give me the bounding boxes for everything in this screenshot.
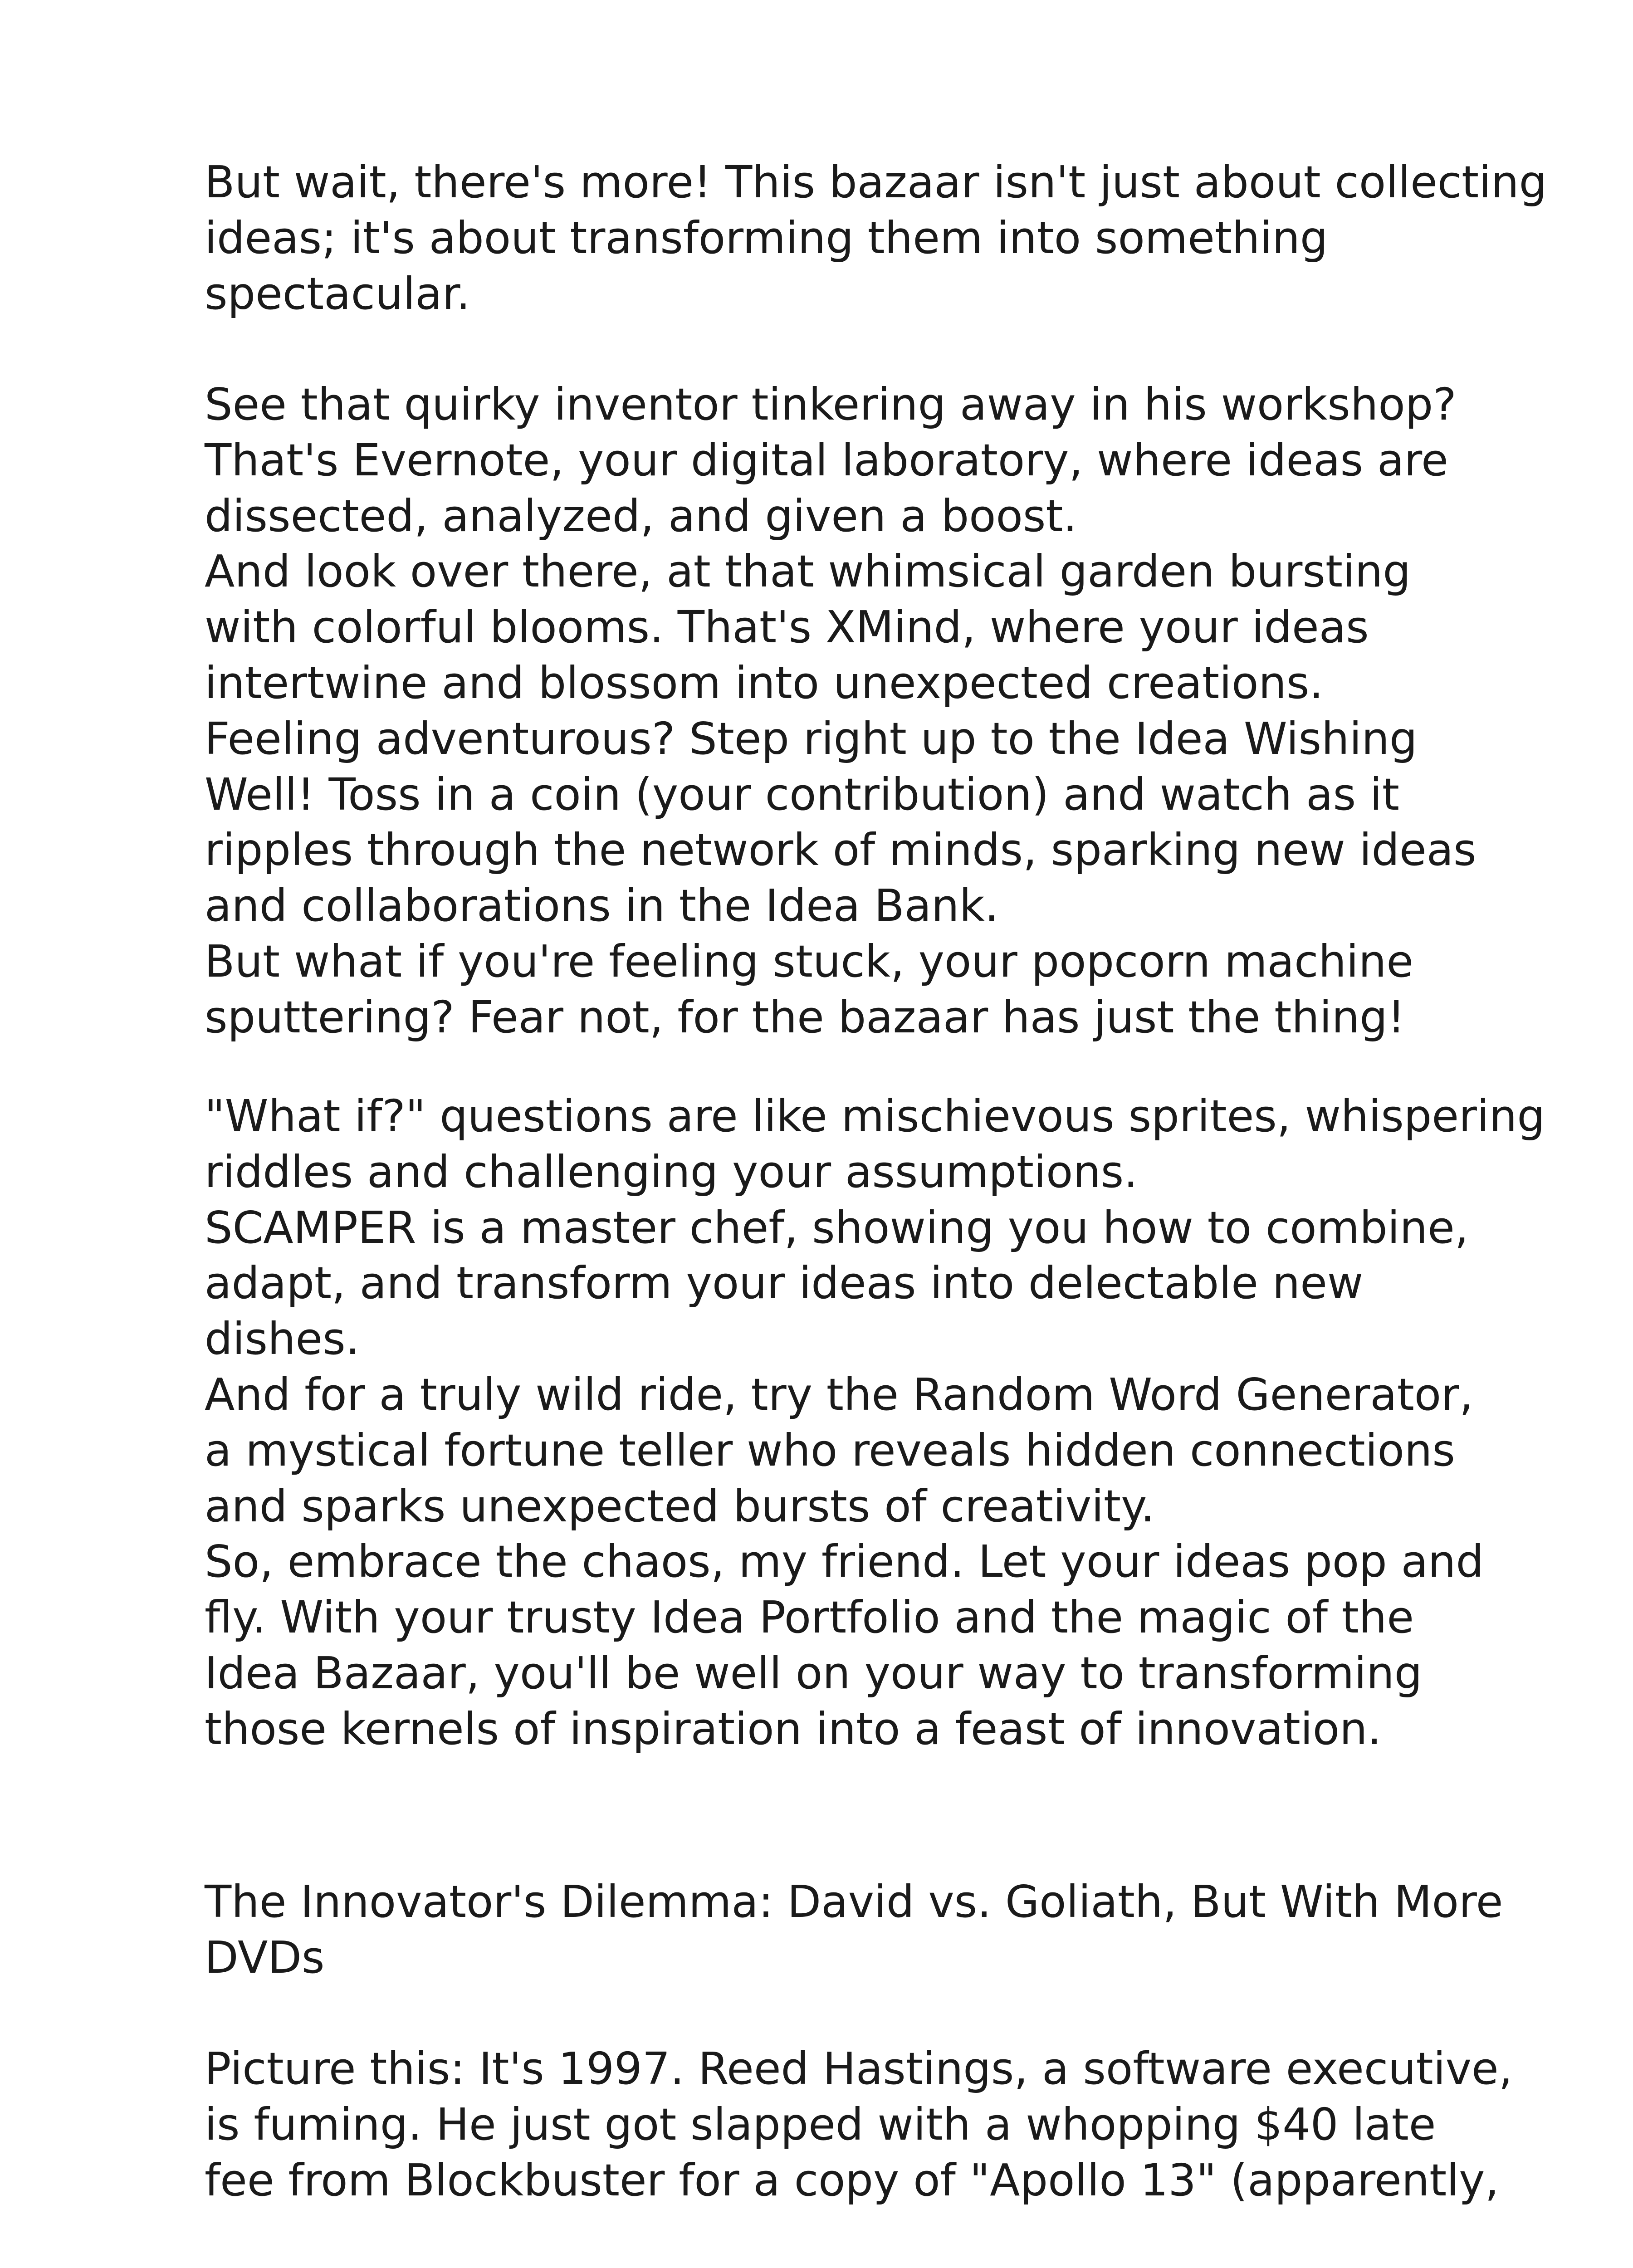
text-line: a mystical fortune teller who reveals hidden connections: [205, 1424, 1455, 1476]
text-line: fee from Blockbuster for a copy of "Apollo 13" (apparently,: [205, 2154, 1499, 2206]
text-line: adapt, and transform your ideas into delectable new: [205, 1257, 1364, 1309]
text-line: sputtering? Fear not, for the bazaar has just the thing!: [205, 991, 1405, 1043]
paragraph-bazaar-tools: [205, 377, 1511, 1046]
text-line: riddles and challenging your assumptions.: [205, 1146, 1138, 1198]
text-line: those kernels of inspiration into a feast of innovation.: [205, 1703, 1382, 1755]
text-line: So, embrace the chaos, my friend. Let your ideas pop and: [205, 1536, 1484, 1588]
text-line: Picture this: It's 1997. Reed Hastings, a software executive,: [205, 2043, 1513, 2094]
text-line: fly. With your trusty Idea Portfolio and the magic of the: [205, 1592, 1414, 1643]
text-line: But wait, there's more! This bazaar isn't just about collecting: [205, 156, 1547, 208]
text-line: But what if you're feeling stuck, your popcorn machine: [205, 935, 1414, 987]
text-line: See that quirky inventor tinkering away in his workshop?: [205, 379, 1457, 430]
text-line: with colorful blooms. That's XMind, where your ideas: [205, 601, 1369, 653]
text-line: Idea Bazaar, you'll be well on your way to transforming: [205, 1647, 1423, 1699]
section-heading: [205, 1874, 1511, 1986]
paragraph-techniques: [205, 1089, 1545, 1757]
text-line: and collaborations in the Idea Bank.: [205, 880, 999, 932]
text-line: SCAMPER is a master chef, showing you how to combine,: [205, 1202, 1469, 1253]
text-line: spectacular.: [205, 268, 470, 319]
text-line: That's Evernote, your digital laboratory, where ideas are: [205, 434, 1448, 486]
paragraph-netflix-story: [205, 2041, 1511, 2208]
text-line: ideas; it's about transforming them into something: [205, 212, 1328, 264]
text-line: dissected, analyzed, and given a boost.: [205, 490, 1077, 542]
heading-line: The Innovator's Dilemma: David vs. Goliath, But With More: [205, 1876, 1503, 1927]
text-line: intertwine and blossom into unexpected creations.: [205, 657, 1324, 709]
text-line: Feeling adventurous? Step right up to the Idea Wishing: [205, 713, 1418, 764]
text-line: "What if?" questions are like mischievous sprites, whispering: [205, 1090, 1545, 1142]
text-line: Well! Toss in a coin (your contribution) and watch as it: [205, 768, 1399, 820]
text-line: dishes.: [205, 1313, 360, 1365]
paragraph-bazaar-intro: [205, 155, 1547, 322]
text-line: is fuming. He just got slapped with a whopping $40 late: [205, 2098, 1436, 2150]
heading-line: DVDs: [205, 1931, 325, 1983]
text-line: and sparks unexpected bursts of creativity.: [205, 1480, 1155, 1532]
text-line: And for a truly wild ride, try the Random Word Generator,: [205, 1369, 1473, 1420]
text-line: And look over there, at that whimsical garden bursting: [205, 546, 1411, 597]
text-line: ripples through the network of minds, sparking new ideas: [205, 824, 1477, 876]
